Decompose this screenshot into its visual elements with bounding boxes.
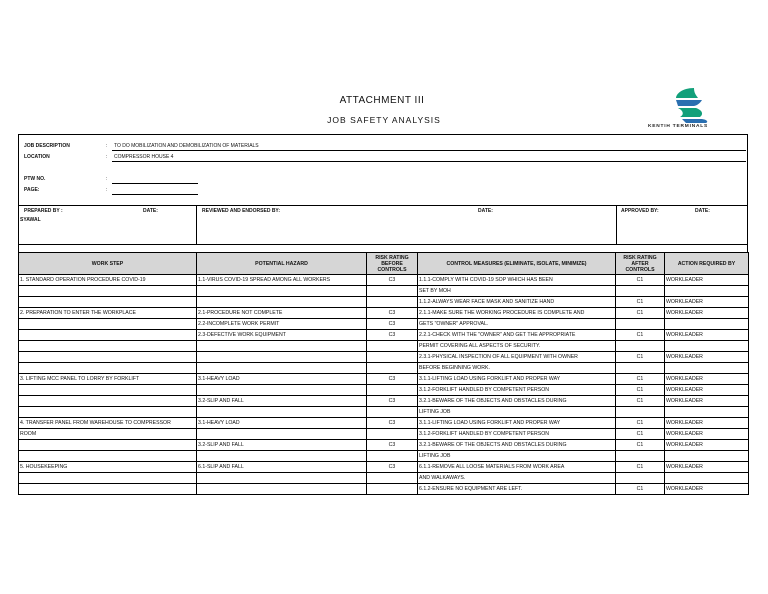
risk-after-cell [616,363,665,374]
approved-by-label: APPROVED BY: [621,208,659,214]
control-measure-cell: 2.2.1-CHECK WITH THE "OWNER" AND GET THE APPROPRIATE [418,330,616,341]
risk-before-cell [367,363,418,374]
document-subtitle: JOB SAFETY ANALYSIS [327,115,441,125]
risk-after-cell: C1 [616,308,665,319]
document-title: ATTACHMENT III [339,95,425,106]
reviewed-date-label: DATE: [478,208,493,214]
page-line [112,194,198,195]
hazard-cell: 6.1-SLIP AND FALL [197,462,367,473]
job-description-label: JOB DESCRIPTION [24,143,70,149]
table-row [19,407,749,418]
action-required-cell: WORKLEADER [665,418,749,429]
action-required-cell: WORKLEADER [665,275,749,286]
work-step-cell: 2. PREPARATION TO ENTER THE WORKPLACE [19,308,197,319]
work-step-cell [19,319,197,330]
risk-before-cell [367,484,418,495]
risk-before-cell: C3 [367,330,418,341]
table-row [19,484,749,495]
risk-before-cell [367,341,418,352]
control-measure-cell: PERMIT COVERING ALL ASPECTS OF SECURITY. [418,341,616,352]
hazard-cell [197,451,367,462]
risk-before-cell [367,352,418,363]
header-potential-hazard: POTENTIAL HAZARD [197,253,367,275]
action-required-cell: WORKLEADER [665,385,749,396]
control-measure-cell: 2.3.1-PHYSICAL INSPECTION OF ALL EQUIPMENT WITH OWNER [418,352,616,363]
hazard-cell: 3.2-SLIP AND FALL [197,396,367,407]
work-step-cell [19,440,197,451]
risk-after-cell [616,286,665,297]
ptw-label: PTW NO. [24,176,46,182]
table-row [19,385,749,396]
hazard-cell: 2.3-DEFECTIVE WORK EQUIPMENT [197,330,367,341]
risk-after-cell: C1 [616,462,665,473]
table-row [19,451,749,462]
hazard-cell [197,352,367,363]
risk-before-cell [367,451,418,462]
action-required-cell: WORKLEADER [665,396,749,407]
risk-before-cell [367,286,418,297]
hazard-cell: 2.2-INCOMPLETE WORK PERMIT [197,319,367,330]
hazard-cell: 3.1-HEAVY LOAD [197,374,367,385]
control-measure-cell: 6.1.2-ENSURE NO EQUIPMENT ARE LEFT. [418,484,616,495]
risk-after-cell: C1 [616,374,665,385]
hazard-cell [197,407,367,418]
job-description-line [112,150,746,151]
work-step-cell: 1. STANDARD OPERATION PROCEDURE COVID-19 [19,275,197,286]
action-required-cell: WORKLEADER [665,297,749,308]
control-measure-cell: 3.1.1-LIFTING LOAD USING FORKLIFT AND PROPER WAY [418,374,616,385]
risk-after-cell: C1 [616,385,665,396]
table-row [19,374,749,385]
hazard-cell [197,363,367,374]
action-required-cell: WORKLEADER [665,308,749,319]
work-step-cell [19,473,197,484]
work-step-cell [19,286,197,297]
reviewed-by-label: REVIEWED AND ENDORSED BY: [202,208,281,214]
job-description-sep: : [106,143,108,149]
control-measure-cell: 1.1.1-COMPLY WITH COVID-19 SOP WHICH HAS BEEN [418,275,616,286]
header-risk-before: RISK RATING BEFORE CONTROLS [367,253,418,275]
work-step-cell [19,451,197,462]
action-required-cell [665,407,749,418]
work-step-cell: 5. HOUSEKEEPING [19,462,197,473]
risk-before-cell [367,473,418,484]
jsa-table [18,252,749,495]
work-step-cell [19,484,197,495]
control-measure-cell: AND WALKAWAYS. [418,473,616,484]
control-measure-cell: 3.2.1-BEWARE OF THE OBJECTS AND OBSTACLES DURING [418,440,616,451]
control-measure-cell: 6.1.1-REMOVE ALL LOOSE MATERIALS FROM WORK AREA [418,462,616,473]
work-step-cell: ROOM [19,429,197,440]
hazard-cell: 3.2-SLIP AND FALL [197,440,367,451]
location-value: COMPRESSOR HOUSE 4 [114,154,174,160]
risk-before-cell [367,297,418,308]
ptw-line [112,183,198,184]
hazard-cell [197,341,367,352]
table-row [19,341,749,352]
work-step-cell [19,352,197,363]
risk-after-cell: C1 [616,440,665,451]
table-row [19,308,749,319]
control-measure-cell: 1.1.2-ALWAYS WEAR FACE MASK AND SANITIZE HAND [418,297,616,308]
job-description-value: TO DO MOBILIZATION AND DEMOBILIZATION OF MATERIALS [114,143,259,149]
work-step-cell [19,341,197,352]
control-measure-cell: 3.2.1-BEWARE OF THE OBJECTS AND OBSTACLES DURING [418,396,616,407]
risk-after-cell: C1 [616,418,665,429]
risk-after-cell [616,451,665,462]
location-line [112,161,746,162]
risk-after-cell: C1 [616,330,665,341]
location-sep: : [106,154,108,160]
risk-before-cell: C3 [367,440,418,451]
risk-after-cell [616,473,665,484]
hazard-cell [197,484,367,495]
signoff-divider-1 [196,205,197,245]
hazard-cell: 3.1-HEAVY LOAD [197,418,367,429]
hazard-cell: 1.1-VIRUS COVID-19 SPREAD AMONG ALL WORKERS [197,275,367,286]
risk-after-cell [616,341,665,352]
control-measure-cell: GETS "OWNER" APPROVAL. [418,319,616,330]
risk-after-cell [616,319,665,330]
location-label: LOCATION [24,154,50,160]
page-label: PAGE: [24,187,40,193]
action-required-cell: WORKLEADER [665,462,749,473]
risk-before-cell: C3 [367,462,418,473]
risk-before-cell: C3 [367,308,418,319]
work-step-cell [19,363,197,374]
risk-after-cell: C1 [616,484,665,495]
hazard-cell [197,385,367,396]
action-required-cell: WORKLEADER [665,352,749,363]
control-measure-cell: BEFORE BEGINNING WORK. [418,363,616,374]
table-row [19,363,749,374]
work-step-cell: 3. LIFTING MCC PANEL TO LORRY BY FORKLIFT [19,374,197,385]
risk-after-cell: C1 [616,297,665,308]
control-measure-cell: LIFTING JOB [418,407,616,418]
table-row [19,473,749,484]
action-required-cell [665,473,749,484]
prepared-date-label: DATE: [143,208,158,214]
control-measure-cell: 3.1.2-FORKLIFT HANDLED BY COMPETENT PERSON [418,429,616,440]
control-measure-cell: 2.1.1-MAKE SURE THE WORKING PROCEDURE IS COMPLETE AND [418,308,616,319]
table-row [19,396,749,407]
action-required-cell: WORKLEADER [665,429,749,440]
table-row [19,286,749,297]
signoff-divider-2 [616,205,617,245]
risk-before-cell: C3 [367,396,418,407]
table-row [19,418,749,429]
action-required-cell: WORKLEADER [665,484,749,495]
action-required-cell [665,286,749,297]
table-header-row [19,253,749,275]
risk-after-cell: C1 [616,396,665,407]
table-row [19,440,749,451]
control-measure-cell: SET BY MOH [418,286,616,297]
hazard-cell [197,429,367,440]
risk-after-cell: C1 [616,429,665,440]
action-required-cell [665,451,749,462]
hazard-cell [197,473,367,484]
control-measure-cell: LIFTING JOB [418,451,616,462]
risk-before-cell: C3 [367,374,418,385]
table-row [19,297,749,308]
risk-before-cell: C3 [367,418,418,429]
work-step-cell [19,330,197,341]
action-required-cell [665,319,749,330]
ptw-sep: : [106,176,108,182]
table-row [19,330,749,341]
work-step-cell: 4. TRANSFER PANEL FROM WAREHOUSE TO COMPRESSOR [19,418,197,429]
risk-after-cell: C1 [616,352,665,363]
header-risk-after: RISK RATING AFTER CONTROLS [616,253,665,275]
risk-before-cell [367,429,418,440]
action-required-cell [665,341,749,352]
prepared-by-label: PREPARED BY : [24,208,63,214]
hazard-cell [197,286,367,297]
approved-date-label: DATE: [695,208,710,214]
table-row [19,429,749,440]
control-measure-cell: 3.1.2-FORKLIFT HANDLED BY COMPETENT PERSON [418,385,616,396]
table-row [19,319,749,330]
work-step-cell [19,297,197,308]
table-row [19,352,749,363]
page-sep: : [106,187,108,193]
action-required-cell [665,363,749,374]
work-step-cell [19,407,197,418]
header-work-step: WORK STEP [19,253,197,275]
risk-before-cell: C3 [367,275,418,286]
hazard-cell: 2.1-PROCEDURE NOT COMPLETE [197,308,367,319]
hazard-cell [197,297,367,308]
table-row [19,275,749,286]
action-required-cell: WORKLEADER [665,374,749,385]
control-measure-cell: 3.1.1-LIFTING LOAD USING FORKLIFT AND PROPER WAY [418,418,616,429]
logo-text: KENTIH TERMINALS [648,124,708,129]
preparer-name: SYAWAL [20,217,41,223]
risk-before-cell [367,385,418,396]
action-required-cell: WORKLEADER [665,330,749,341]
risk-after-cell [616,407,665,418]
risk-after-cell: C1 [616,275,665,286]
header-action-required: ACTION REQUIRED BY [665,253,749,275]
table-row [19,462,749,473]
risk-before-cell [367,407,418,418]
header-control-measures: CONTROL MEASURES (ELIMINATE, ISOLATE, MINIMIZE) [418,253,616,275]
risk-before-cell: C3 [367,319,418,330]
work-step-cell [19,396,197,407]
work-step-cell [19,385,197,396]
action-required-cell: WORKLEADER [665,440,749,451]
